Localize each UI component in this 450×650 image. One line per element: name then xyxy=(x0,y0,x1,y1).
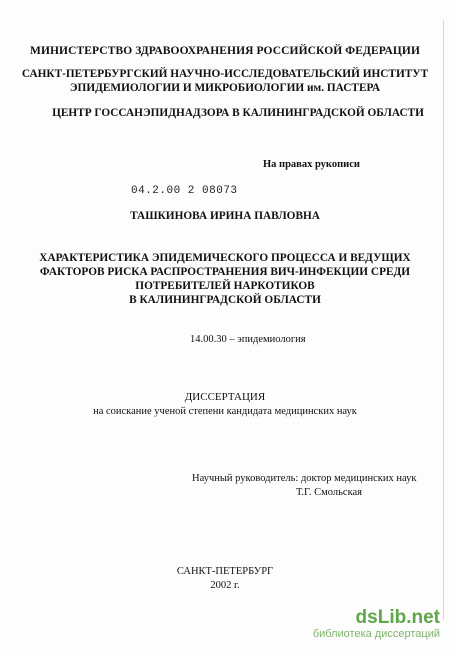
author-name: ТАШКИНОВА ИРИНА ПАВЛОВНА xyxy=(130,210,320,222)
ministry-heading: МИНИСТЕРСТВО ЗДРАВООХРАНЕНИЯ РОССИЙСКОЙ ФЕДЕРАЦИИ xyxy=(29,45,420,57)
rights-note: На правах рукописи xyxy=(263,159,360,170)
institute-heading-line2: ЭПИДЕМИОЛОГИИ И МИКРОБИОЛОГИИ им. ПАСТЕРА xyxy=(69,82,381,94)
watermark-subtitle: библиотека диссертаций xyxy=(312,628,440,640)
title-line: ПОТРЕБИТЕЛЕЙ НАРКОТИКОВ xyxy=(135,280,315,292)
document-type: ДИССЕРТАЦИЯ xyxy=(184,391,266,403)
watermark-logo: dsLib.net xyxy=(355,607,440,628)
center-heading: ЦЕНТР ГОССАНЭПИДНАДЗОРА В КАЛИНИНГРАДСКОЙ ОБЛАСТИ xyxy=(52,107,424,119)
city-name: САНКТ-ПЕТЕРБУРГ xyxy=(176,566,274,577)
supervisor-name: Т.Г. Смольская xyxy=(296,487,363,498)
library-stamp-number: 04.2.00 2 08073 xyxy=(131,185,238,197)
title-line: В КАЛИНИНГРАДСКОЙ ОБЛАСТИ xyxy=(129,294,321,306)
supervisor-title: Научный руководитель: доктор медицинских наук xyxy=(192,473,417,484)
year: 2002 г. xyxy=(210,580,240,591)
title-line: ХАРАКТЕРИСТИКА ЭПИДЕМИЧЕСКОГО ПРОЦЕССА И ВЕДУЩИХ xyxy=(39,252,411,264)
dslib-watermark xyxy=(313,608,440,641)
specialty-code: 14.00.30 – эпидемиология xyxy=(190,334,306,345)
title-line: ФАКТОРОВ РИСКА РАСПРОСТРАНЕНИЯ ВИЧ-ИНФЕКЦИИ СРЕДИ xyxy=(39,266,411,278)
degree-line: на соискание ученой степени кандидата медицинских наук xyxy=(93,406,357,417)
institute-heading-line1: САНКТ-ПЕТЕРБУРГСКИЙ НАУЧНО-ИССЛЕДОВАТЕЛЬСКИЙ ИНСТИТУТ xyxy=(21,68,429,80)
